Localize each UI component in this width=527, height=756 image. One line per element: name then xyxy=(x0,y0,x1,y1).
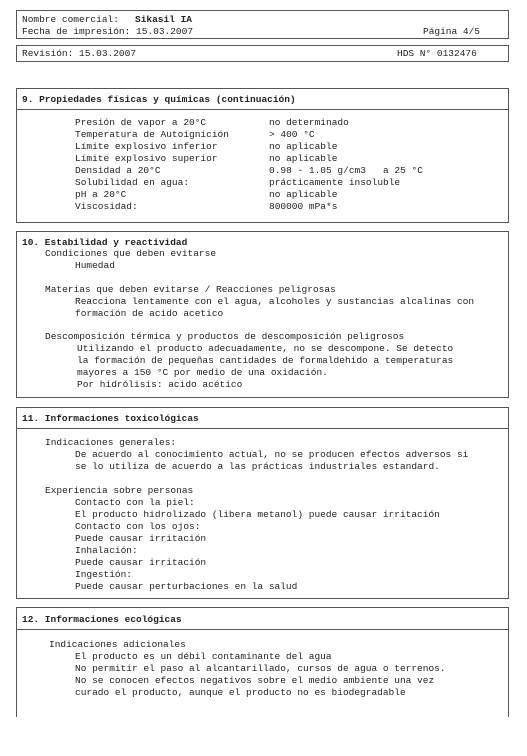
text-line: De acuerdo al conocimiento actual, no se producen efectos adversos si xyxy=(75,449,469,460)
hds-number: HDS N° 0132476 xyxy=(397,48,477,59)
section-11-title: 11. Informaciones toxicológicas xyxy=(22,413,199,424)
revision-bar xyxy=(16,45,509,62)
text-line: El producto hidrolizado (libera metanol) puede causar irritación xyxy=(75,509,440,520)
section-11 xyxy=(16,407,509,599)
text-line: formación de acido acetico xyxy=(75,308,224,319)
text-line: Por hidrólisis: acido acético xyxy=(77,379,243,390)
prop-label: Temperatura de Autoignición xyxy=(75,129,229,140)
document-header xyxy=(16,10,509,39)
section-12-title: 12. Informaciones ecológicas xyxy=(22,614,182,625)
text-line: curado el producto, aunque el producto no es biodegradable xyxy=(75,687,406,698)
page-number: Página 4/5 xyxy=(423,26,481,37)
prop-value: > 400 °C xyxy=(269,129,315,140)
print-date: Fecha de impresión: 15.03.2007 xyxy=(22,26,194,37)
text-line: se lo utiliza de acuerdo a las prácticas industriales estandard. xyxy=(75,461,440,472)
prop-value: 0.98 - 1.05 g/cm3 a 25 °C xyxy=(269,165,423,176)
section-11-divider xyxy=(17,428,508,429)
text-line: Inhalación: xyxy=(75,545,138,556)
prop-label: Presión de vapor a 20°C xyxy=(75,117,207,128)
section-10 xyxy=(16,231,509,398)
prop-value: no aplicable xyxy=(269,153,338,164)
text-line: Puede causar irritación xyxy=(75,557,207,568)
section-12 xyxy=(16,607,509,717)
section-9-divider xyxy=(17,109,508,110)
text-line: No permitir el paso al alcantarillado, cursos de agua o terrenos. xyxy=(75,663,446,674)
prop-label: Solubilidad en agua: xyxy=(75,177,190,188)
subheading: Condiciones que deben evitarse xyxy=(45,248,217,259)
text-line: Utilizando el producto adecuadamente, no se descompone. Se detecto xyxy=(77,343,454,354)
section-10-title: 10. Estabilidad y reactividad xyxy=(22,237,188,248)
text-line: El producto es un débil contaminante del agua xyxy=(75,651,332,662)
prop-value: no determinado xyxy=(269,117,349,128)
text-line: No se conocen efectos negativos sobre el medio ambiente una vez xyxy=(75,675,435,686)
prop-label: Viscosidad: xyxy=(75,201,138,212)
product-name-label: Nombre comercial: xyxy=(22,14,119,25)
prop-value: 800000 mPa*s xyxy=(269,201,338,212)
section-9-title: 9. Propiedades físicas y químicas (continuación) xyxy=(22,94,296,105)
prop-value: no aplicable xyxy=(269,189,338,200)
subheading: Experiencia sobre personas xyxy=(45,485,194,496)
text-line: Contacto con la piel: xyxy=(75,497,195,508)
text-line: Puede causar perturbaciones en la salud xyxy=(75,581,298,592)
subheading: Indicaciones adicionales xyxy=(49,639,186,650)
subheading: Descomposición térmica y productos de descomposición peligrosos xyxy=(45,331,405,342)
text-line: Reacciona lentamente con el agua, alcoholes y sustancias alcalinas con xyxy=(75,296,475,307)
text-line: Contacto con los ojos: xyxy=(75,521,201,532)
revision-date: Revisión: 15.03.2007 xyxy=(22,48,137,59)
product-name-value: Sikasil IA xyxy=(135,14,193,25)
text-line: Ingestión: xyxy=(75,569,133,580)
text-line: la formación de pequeñas cantidades de formaldehido a temperaturas xyxy=(77,355,454,366)
prop-label: Densidad a 20°C xyxy=(75,165,161,176)
prop-label: pH a 20°C xyxy=(75,189,127,200)
section-12-divider xyxy=(17,629,508,630)
prop-label: Límite explosivo superior xyxy=(75,153,218,164)
prop-label: Límite explosivo inferior xyxy=(75,141,218,152)
section-9 xyxy=(16,88,509,223)
subheading: Indicaciones generales: xyxy=(45,437,177,448)
text-line: Humedad xyxy=(75,260,115,271)
text-line: mayores a 150 °C por medio de una oxidación. xyxy=(77,367,328,378)
subheading: Materias que deben evitarse / Reacciones peligrosas xyxy=(45,284,336,295)
prop-value: prácticamente insoluble xyxy=(269,177,401,188)
prop-value: no aplicable xyxy=(269,141,338,152)
text-line: Puede causar irritación xyxy=(75,533,207,544)
